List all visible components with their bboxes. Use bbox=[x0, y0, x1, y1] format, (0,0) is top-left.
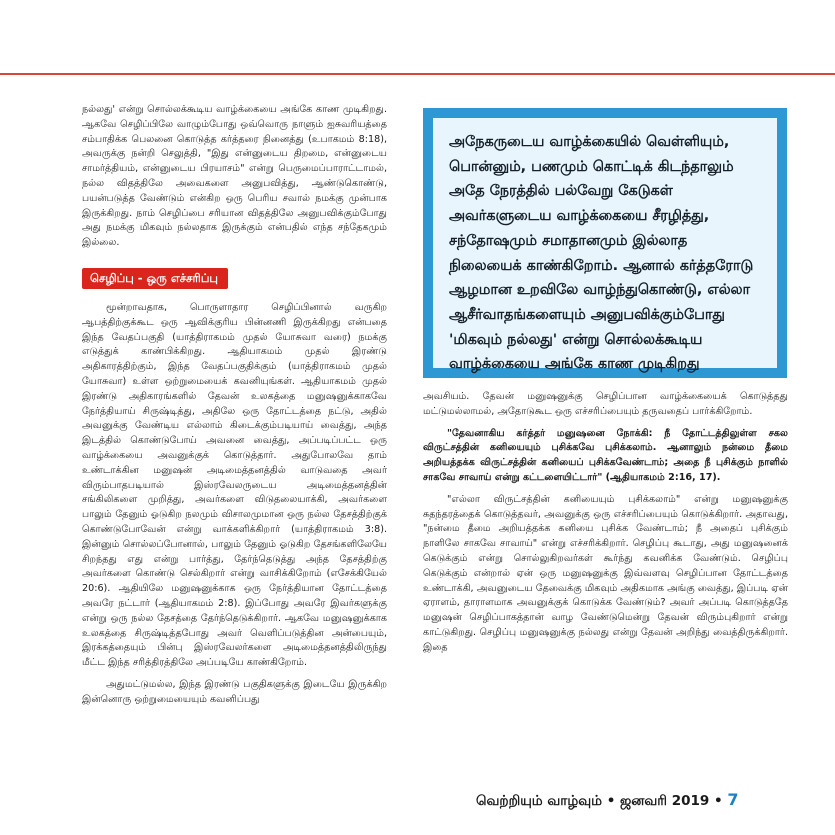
body-paragraph: அவசியம். தேவன் மனுஷனுக்கு செழிப்பான வாழ்க்கையைக் கொடுத்தது மட்டுமல்லாமல், அதோடுகூட ஒரு எச்சரிப்பையும் தருவதைப் பார்க்கிறோம். bbox=[423, 391, 788, 417]
section-heading: செழிப்பு - ஒரு எச்சரிப்பு bbox=[82, 268, 228, 289]
footer-text: வெற்றியும் வாழ்வும் • ஜனவரி 2019 • bbox=[476, 793, 723, 809]
body-paragraph: "எல்லா விருட்சத்தின் கனியையும் புசிக்கலாம்" என்று மனுஷனுக்கு சுதந்தரத்தைக் கொடுத்தவர், அவனுக்கு ஒரு எச்சரிப்பையும் கொடுக்கிறார். அதாவது, "நன்மை தீமை அறியத்தக்க கனியை புசிக்க வேண்டாம்; நீ அதைப் புசிக்கும் நாளிலே சாகவே சாவாய்" என்று எச்சரிக்கிறார். செழிப்பு கூடாது, அது மனுஷனைக் கெடுக்கும் என்று சொல்லுகிறவர்கள் கூர்ந்து கவனிக்க வேண்டும். செழிப்பு கெடுக்கும் என்றால் ஏன் ஒரு மனுஷனுக்கு இவ்வளவு செழிப்பான தோட்டத்தை உண்டாக்கி, அவனுடைய தேவைக்கு மிகவும் அதிகமாக அங்கு வைத்து, இப்படி ஏன் ஏராளம், தாராளமாக அவனுக்குக் கொடுக்க வேண்டும்? அவர் அப்படி கொடுத்ததே மனுஷன் செழிப்பாகத்தான் வாழ வேண்டுமென்று தேவன் விரும்புகிறார் என்று காட்டுகிறது. செழிப்பு மனுஷனுக்கு நல்லது என்று தேவன் அறிந்து வைத்திருக்கிறார். இதை bbox=[423, 493, 788, 653]
scripture-quote: "தேவனாகிய கர்த்தர் மனுஷனை நோக்கி: நீ தோட்டத்திலுள்ள சகல விருட்சத்தின் கனியையும் புசிக்கவே புசிக்கலாம். ஆனாலும் நன்மை தீமை அறியத்தக்க விருட்சத்தின் கனியைப் புசிக்கவேண்டாம்; அதை நீ புசிக்கும் நாளில் சாகவே சாவாய் என்று கட்டளையிட்டார்" (ஆதியாகமம் 2:16, 17). bbox=[423, 427, 788, 483]
pull-quote-text: அநேகருடைய வாழ்க்கையில் வெள்ளியும், பொன்னும், பணமும் கொட்டிக் கிடந்தாலும் அதே நேரத்தில் பல்வேறு கேடுகள் அவர்களுடைய வாழ்க்கையை சீரழித்து, சந்தோஷமும் சமாதானமும் இல்லாத நிலையைக் காண்கிறோம். ஆனால் கர்த்தரோடு ஆழமான உறவிலே வாழ்ந்துகொண்டு, எல்லா ஆசீர்வாதங்களையும் அனுபவிக்கும்போது 'மிகவும் நல்லது' என்று சொல்லக்கூடிய வாழ்க்கையை அங்கே காண முடிகிறது bbox=[433, 118, 777, 368]
page-footer bbox=[476, 790, 738, 811]
body-paragraph: நல்லது' என்று சொல்லக்கூடிய வாழ்க்கையை அங்கே காண முடிகிறது. ஆகவே செழிப்பிலே வாழும்போது ஒவ்வொரு நாளும் ஐசுவரியத்தை சம்பாதிக்க பெலனை கொடுத்த கர்த்தரை நினைத்து (உபாகமம் 8:18), அவருக்கு நன்றி செலுத்தி, "இது என்னுடைய திறமை, என்னுடைய சாமர்த்தியம், என்னுடைய பிரயாசம்" என்று பெருமைப்பாராட்டாமல், நல்ல விதத்திலே அவைகளை அனுபவித்து, ஆண்டுகொண்டு, பயன்படுத்த வேண்டும் என்கிற ஒரு பெரிய சவால் நமக்கு முன்பாக இருக்கிறது. நாம் செழிப்பை சரியான விதத்திலே அனுபவிக்கும்போது அது நமக்கு மிகவும் நல்லதாக இருக்கும் என்பதில் எந்த சந்தேகமும் இல்லை. bbox=[82, 104, 387, 249]
body-paragraph: மூன்றாவதாக, பொருளாதார செழிப்பினால் வருகிற ஆபத்திற்குக்கூட ஒரு ஆவிக்குரிய பின்னணி இருக்கிறது என்பதை இந்த வேதப்பகுதி (யாத்திராகமம் முதல் யோசுவா வரை) நமக்கு எடுத்துக் காண்பிக்கிறது. ஆதியாகமம் முதல் இரண்டு அதிகாரத்திற்கும், இந்த வேதப்பகுதிக்கும் (யாத்திராகமம் முதல் யோசுவா) உள்ள ஒற்றுமையைக் கவனியுங்கள். ஆதியாகமம் முதல் இரண்டு அதிகாரங்களில் தேவன் உலகத்தை மனுஷனுக்காகவே நேர்த்தியாய் சிருஷ்டித்து, அதிலே ஒரு தோட்டத்தை நட்டு, அதில் அவனுக்கு வேண்டிய எல்லாம் கிடைக்கும்படியாய் வைத்து, அந்த இடத்தில் கொண்டுபோய் அவனை வைத்து, அப்படிப்பட்ட ஒரு வாழ்க்கையை அவனுக்குக் கொடுத்தார். அதுபோலவே தாம் உண்டாக்கின மனுஷன் அடிமைத்தனத்தில் வாடுவதை அவர் விரும்பாதபடியால் இஸ்ரவேலருடைய அடிமைத்தனத்தின் சங்கிலிகளை முறித்து, அவர்களை விடுதலையாக்கி, அவர்களை பாலும் தேனும் ஓடுகிற நலமும் விசாலமுமான ஒரு நல்ல தேசத்திற்குக் கொண்டுபோவேன் என்று வாக்களிக்கிறார் (யாத்திராகமம் 3:8). இன்னும் சொல்லப்போனால், பாலும் தேனும் ஓடுகிற தேசங்களிலேயே சிறந்தது எது என்று பார்த்து, தேர்ந்தெடுத்து அந்த தேசத்திற்கு அவர்களை கொண்டு செல்கிறார் என்று வாசிக்கிறோம் (எசேக்கியேல் 20:6). ஆதியிலே மனுஷனுக்காக ஒரு நேர்த்தியான தோட்டத்தை அவரே நட்டார் (ஆதியாகமம் 2:8). இப்போது அவரே இவர்களுக்கு என்று ஒரு நல்ல தேசத்தை தேர்ந்தெடுக்கிறார். ஆகவே மனுஷனுக்காக உலகத்தை சிருஷ்டித்தபோது அவர் வெளிப்படுத்தின அன்பையும், இரக்கத்தையும் பின்பு இஸ்ரவேலர்களை அடிமைத்தனத்திலிருந்து மீட்ட இந்த சரித்திரத்திலே அப்படியே காண்கிறோம். bbox=[82, 301, 387, 669]
body-paragraph: அதுமட்டுமல்ல, இந்த இரண்டு பகுதிகளுக்கு இடையே இருக்கிற இன்னொரு ஒற்றுமையையும் கவனிப்பது bbox=[82, 678, 387, 705]
right-column bbox=[423, 390, 788, 663]
left-column bbox=[82, 103, 387, 714]
pull-quote-box bbox=[423, 108, 787, 378]
page-number: 7 bbox=[727, 790, 739, 809]
header-divider bbox=[0, 0, 835, 75]
